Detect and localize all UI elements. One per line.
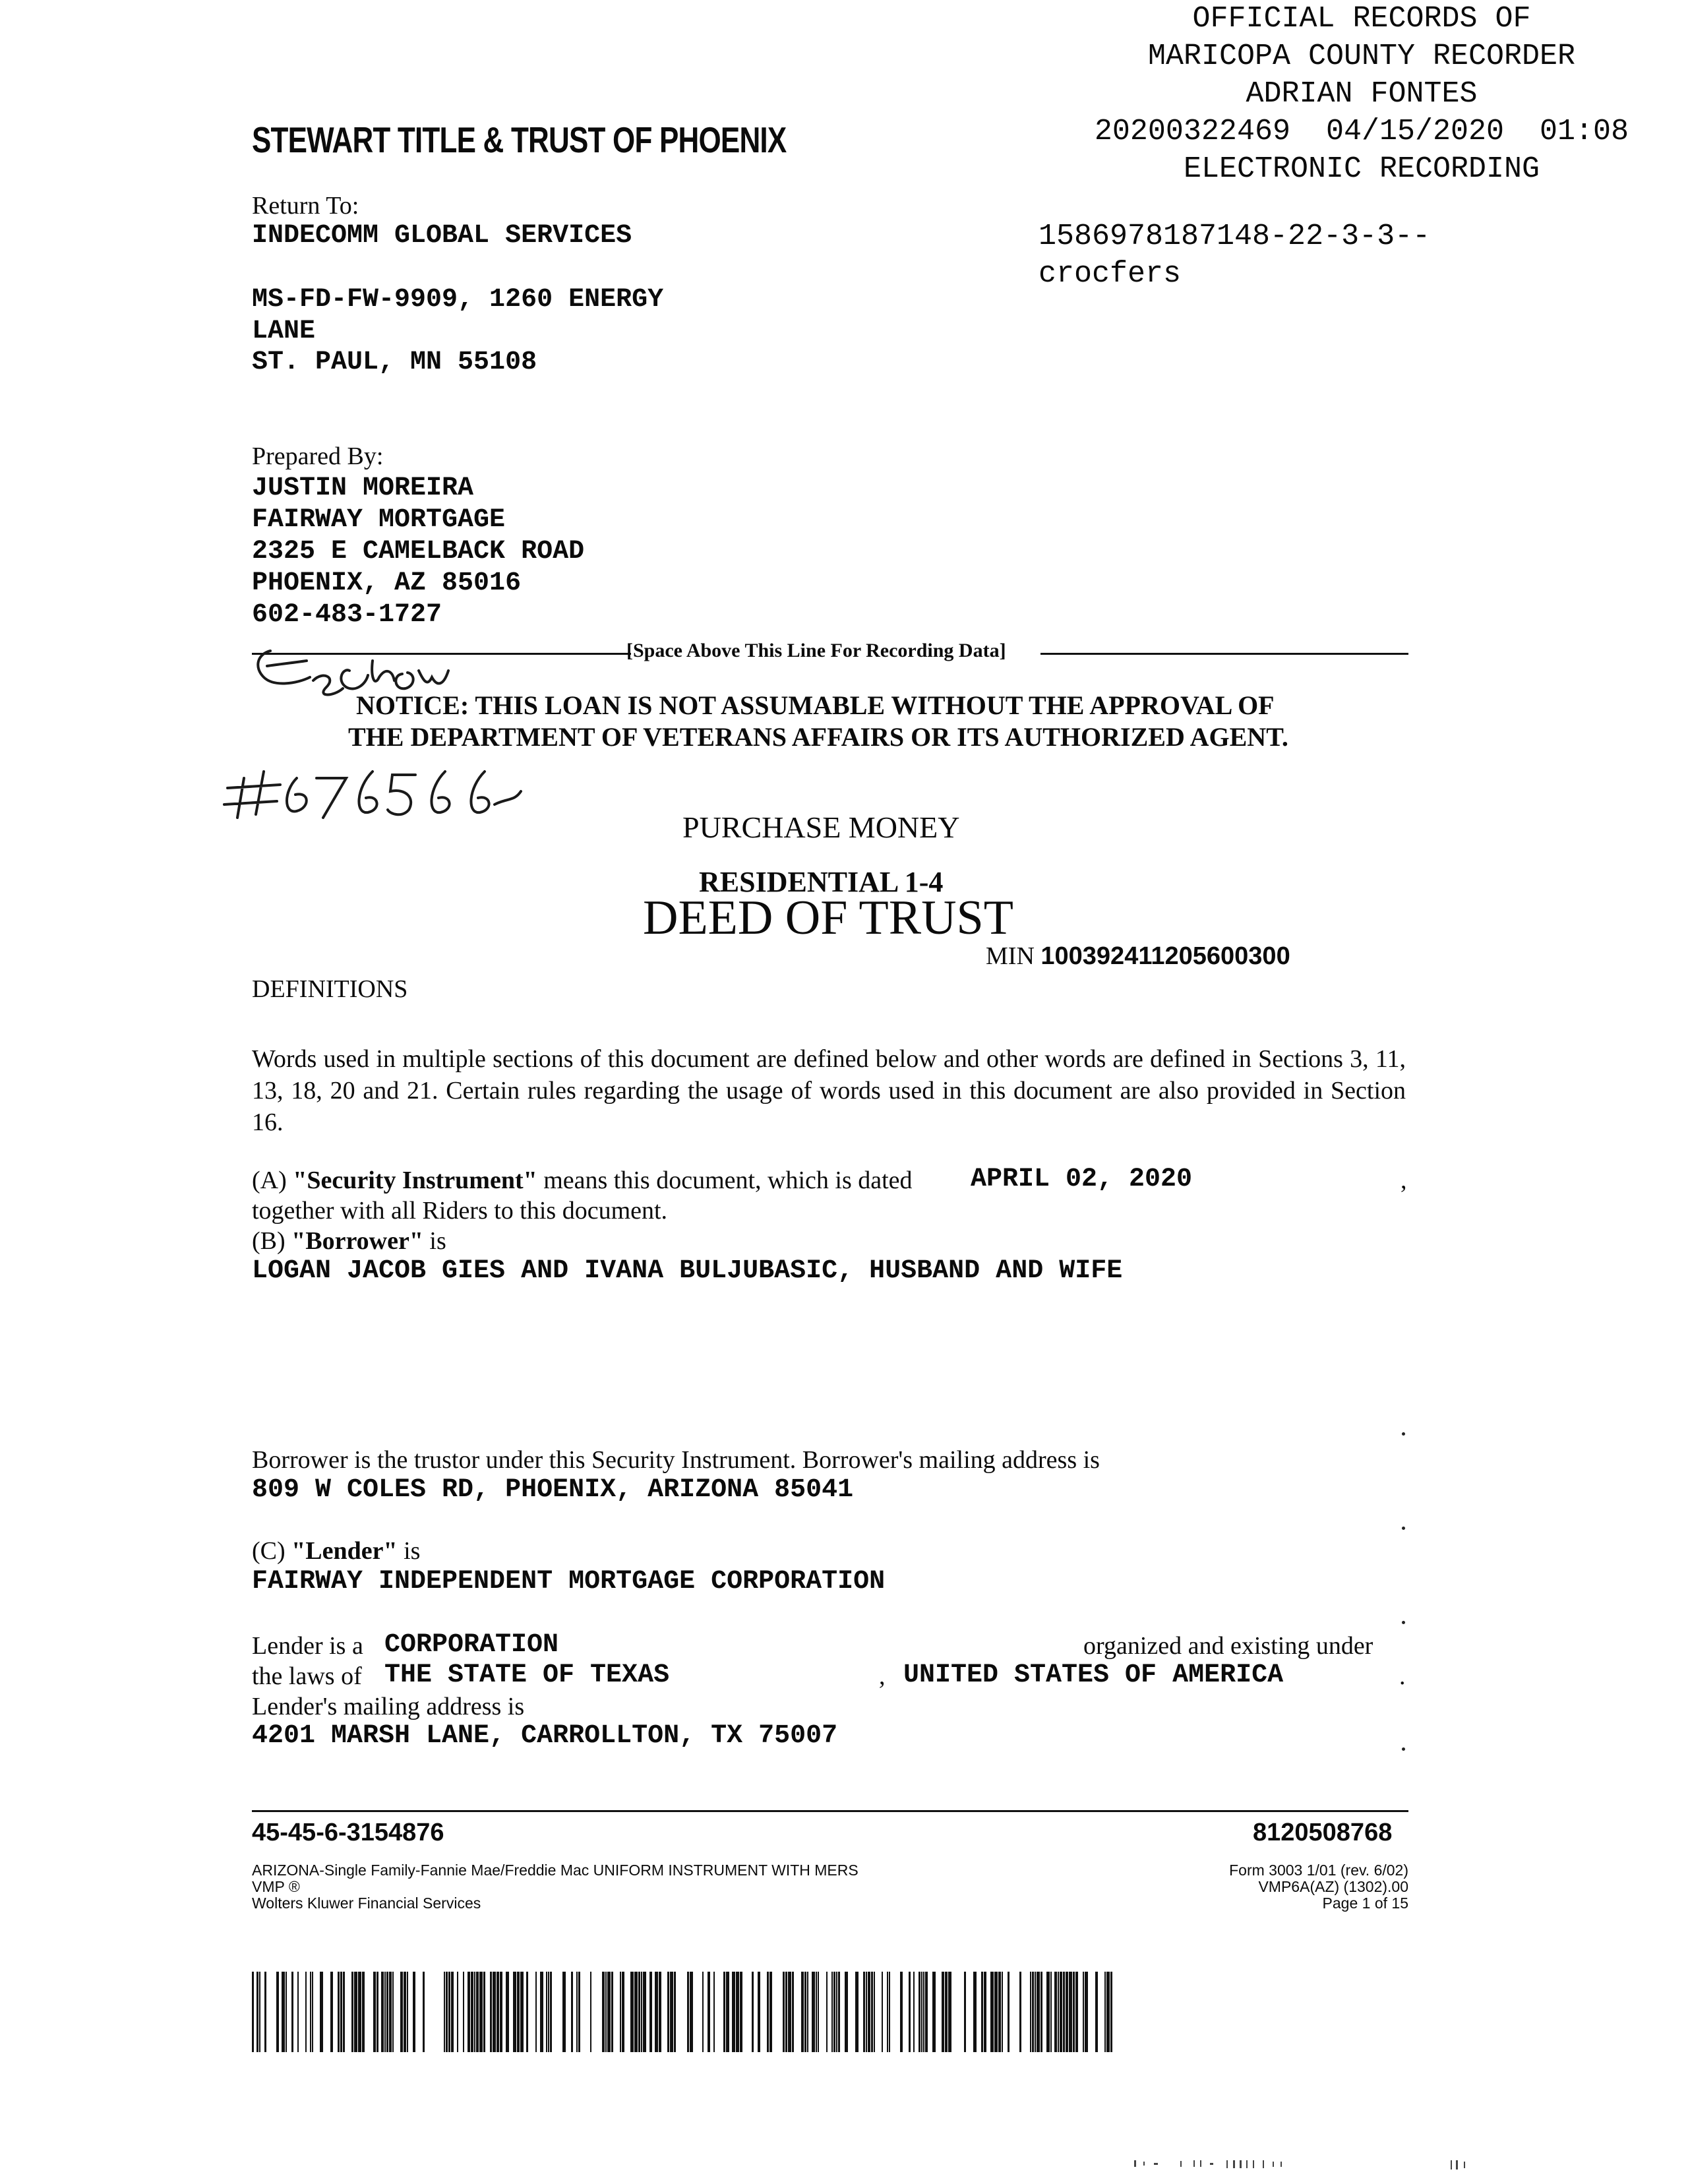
- barcode-bar: [448, 1972, 450, 2052]
- barcode-bar: [310, 1972, 311, 2052]
- barcode-bar: [377, 1972, 378, 2052]
- barcode-bar: [752, 1972, 754, 2052]
- barcode-bar: [607, 1972, 611, 2052]
- barcode-bar: [740, 1972, 742, 2052]
- barcode-bar: [785, 1972, 787, 2052]
- barcode-bar: [838, 1972, 840, 2052]
- lender-state: THE STATE OF TEXAS: [384, 1660, 670, 1690]
- footer-form-line-2: VMP ®: [252, 1878, 300, 1895]
- barcode-bar: [1110, 1972, 1112, 2052]
- barcode-bar: [769, 1972, 772, 2052]
- barcode-bar: [526, 1972, 528, 2052]
- barcode-bar: [381, 1972, 384, 2052]
- barcode-bar: [354, 1972, 357, 2052]
- barcode-bar: [479, 1972, 483, 2052]
- barcode-bar: [812, 1972, 815, 2052]
- barcode-bar: [919, 1972, 920, 2052]
- prepared-by-line-5: 602-483-1727: [252, 600, 442, 630]
- recording-line-right: [1040, 653, 1408, 655]
- barcode-bar: [490, 1972, 492, 2052]
- barcode-bar: [855, 1972, 859, 2052]
- barcode-bar: [767, 1972, 769, 2052]
- footer-form-description: [252, 1862, 859, 1912]
- definition-b-term: "Borrower": [291, 1227, 423, 1255]
- barcode-bar: [392, 1972, 394, 2052]
- barcode-bar: [826, 1972, 828, 2052]
- scan-dot: [1402, 1747, 1405, 1751]
- security-instrument-date: APRIL 02, 2020: [971, 1165, 1193, 1194]
- return-to-line-4: ST. PAUL, MN 55108: [252, 348, 537, 377]
- definition-a-text: means this document, which is dated: [537, 1167, 913, 1194]
- barcode-bar: [641, 1972, 642, 2052]
- barcode-bar: [882, 1972, 883, 2052]
- footer-form-line-1: ARIZONA-Single Family-Fannie Mae/Freddie Mac UNIFORM INSTRUMENT WITH MERS: [252, 1862, 859, 1879]
- barcode-bar: [404, 1972, 406, 2052]
- barcode-bar: [413, 1972, 415, 2052]
- barcode-bar: [423, 1972, 425, 2052]
- barcode-bar: [1046, 1972, 1050, 2052]
- barcode-bar: [517, 1972, 520, 2052]
- barcode-bar: [1032, 1972, 1034, 2052]
- scan-dot: [1402, 1432, 1405, 1436]
- barcode-bar: [620, 1972, 621, 2052]
- definition-c-is: is: [397, 1537, 421, 1565]
- lender-state-comma: ,: [879, 1662, 886, 1690]
- barcode-bar: [506, 1972, 509, 2052]
- barcode-bar: [1008, 1972, 1010, 2052]
- definition-c-term: "Lender": [291, 1537, 398, 1565]
- barcode-bar: [1066, 1972, 1068, 2052]
- barcode-bar: [343, 1972, 345, 2052]
- barcode-bar: [1054, 1972, 1057, 2052]
- barcode-bar: [540, 1972, 543, 2052]
- barcode-bar: [373, 1972, 376, 2052]
- barcode-bar: [801, 1972, 804, 2052]
- scan-artifact: [1134, 2155, 1490, 2171]
- barcode-bar: [622, 1972, 624, 2052]
- barcode-bar: [655, 1972, 658, 2052]
- barcode-bar: [320, 1972, 323, 2052]
- barcode-bar: [948, 1972, 951, 2052]
- barcode-bar: [690, 1972, 693, 2052]
- barcode-bar: [500, 1972, 502, 2052]
- barcode-bar: [889, 1972, 890, 2052]
- barcode-bar: [900, 1972, 903, 2052]
- barcode-bar: [818, 1972, 819, 2052]
- borrower-mailing-address: 809 W COLES RD, PHOENIX, ARIZONA 85041: [252, 1475, 854, 1505]
- barcode-bar: [816, 1972, 817, 2052]
- barcode-bar: [1083, 1972, 1084, 2052]
- barcode-bar: [1040, 1972, 1042, 2052]
- recorder-ref-2: crocfers: [1039, 257, 1182, 291]
- title-deed-of-trust: DEED OF TRUST: [643, 891, 1013, 945]
- barcode-bar: [340, 1972, 342, 2052]
- barcode-bar: [351, 1972, 353, 2052]
- recorder-stamp: [1035, 0, 1688, 188]
- definition-c-label: (C): [252, 1537, 292, 1565]
- barcode-bar: [1106, 1972, 1110, 2052]
- barcode-bar: [497, 1972, 499, 2052]
- barcode-bar: [1104, 1972, 1106, 2052]
- barcode-bar: [550, 1972, 552, 2052]
- barcode-bar: [386, 1972, 388, 2052]
- record-number: 20200322469: [1094, 115, 1290, 148]
- barcode-bar: [330, 1972, 333, 2052]
- barcode-bar: [291, 1972, 293, 2052]
- barcode-bar: [909, 1972, 911, 2052]
- barcode-bar: [1063, 1972, 1065, 2052]
- barcode-bar: [732, 1972, 735, 2052]
- definition-a: [252, 1166, 913, 1195]
- barcode-bar: [389, 1972, 392, 2052]
- document-barcode: [252, 1972, 1117, 2052]
- min-number: [986, 942, 1290, 971]
- barcode-bar: [868, 1972, 870, 2052]
- barcode-bar: [925, 1972, 928, 2052]
- recorder-ref-1: 1586978187148-22-3-3--: [1039, 220, 1431, 253]
- definition-a-text-2: together with all Riders to this document.: [252, 1197, 668, 1225]
- barcode-bar: [1030, 1972, 1031, 2052]
- return-to-line-3: LANE: [252, 317, 316, 346]
- barcode-bar: [362, 1972, 365, 2052]
- definition-b: [252, 1227, 446, 1256]
- barcode-bar: [590, 1972, 591, 2052]
- barcode-bar: [276, 1972, 279, 2052]
- barcode-bar: [713, 1972, 715, 2052]
- barcode-bar: [638, 1972, 640, 2052]
- barcode-bar: [282, 1972, 285, 2052]
- title-residential: RESIDENTIAL 1-4: [699, 866, 944, 898]
- definition-b-label: (B): [252, 1227, 292, 1255]
- barcode-bar: [400, 1972, 403, 2052]
- barcode-bar: [736, 1972, 739, 2052]
- barcode-bar: [804, 1972, 806, 2052]
- barcode-bar: [444, 1972, 445, 2052]
- lender-name: FAIRWAY INDEPENDENT MORTGAGE CORPORATION: [252, 1567, 886, 1596]
- barcode-bar: [611, 1972, 613, 2052]
- barcode-bar: [483, 1972, 485, 2052]
- lender-mailing-address: 4201 MARSH LANE, CARROLLTON, TX 75007: [252, 1721, 838, 1751]
- footer-form-id: [1121, 1862, 1408, 1912]
- borrower-names: LOGAN JACOB GIES AND IVANA BULJUBASIC, HUSBAND AND WIFE: [252, 1256, 1123, 1286]
- barcode-bar: [866, 1972, 867, 2052]
- barcode-bar: [687, 1972, 689, 2052]
- barcode-bar: [921, 1972, 922, 2052]
- barcode-bar: [546, 1972, 547, 2052]
- barcode-bar: [252, 1972, 254, 2052]
- prepared-by-label: Prepared By:: [252, 442, 384, 470]
- lender-country-period: .: [1399, 1662, 1406, 1690]
- barcode-bar: [493, 1972, 496, 2052]
- prepared-by-line-3: 2325 E CAMELBACK ROAD: [252, 537, 585, 566]
- recorder-line-3: ADRIAN FONTES: [1246, 77, 1478, 111]
- barcode-bar: [667, 1972, 669, 2052]
- barcode-bar: [446, 1972, 448, 2052]
- definitions-heading: DEFINITIONS: [252, 975, 408, 1003]
- barcode-bar: [836, 1972, 837, 2052]
- definition-a-comma: ,: [1401, 1167, 1407, 1194]
- barcode-bar: [1035, 1972, 1036, 2052]
- recorder-line-1: OFFICIAL RECORDS OF: [1192, 2, 1531, 36]
- recorder-line-4: [1035, 113, 1688, 150]
- laws-of-text: the laws of: [252, 1662, 362, 1690]
- record-date: 04/15/2020: [1325, 115, 1505, 148]
- barcode-bar: [1085, 1972, 1088, 2052]
- barcode-bar: [932, 1972, 936, 2052]
- recorder-line-5: ELECTRONIC RECORDING: [1183, 152, 1540, 186]
- barcode-bar: [831, 1972, 833, 2052]
- barcode-bar: [338, 1972, 340, 2052]
- barcode-bar: [297, 1972, 299, 2052]
- barcode-bar: [513, 1972, 516, 2052]
- notice-line-2: THE DEPARTMENT OF VETERANS AFFAIRS OR ITS AUTHORIZED AGENT.: [348, 722, 1288, 752]
- barcode-bar: [1075, 1972, 1078, 2052]
- barcode-bar: [990, 1972, 994, 2052]
- borrower-trustor-text: Borrower is the trustor under this Security Instrument. Borrower's mailing address is: [252, 1446, 1100, 1474]
- barcode-bar: [670, 1972, 673, 2052]
- record-time: 01:08: [1540, 115, 1629, 148]
- barcode-bar: [792, 1972, 794, 2052]
- organized-existing-text: organized and existing under: [1083, 1632, 1373, 1660]
- notice-line-1: NOTICE: THIS LOAN IS NOT ASSUMABLE WITHOUT THE APPROVAL OF: [356, 690, 1275, 720]
- barcode-bar: [467, 1972, 470, 2052]
- barcode-bar: [520, 1972, 524, 2052]
- barcode-bar: [833, 1972, 835, 2052]
- barcode-bar: [605, 1972, 607, 2052]
- barcode-bar: [702, 1972, 704, 2052]
- barcode-bar: [384, 1972, 386, 2052]
- barcode-bar: [981, 1972, 983, 2052]
- min-value: 100392411205600300: [1040, 942, 1290, 970]
- barcode-bar: [1069, 1972, 1072, 2052]
- barcode-bar: [535, 1972, 537, 2052]
- footer-left-number: 45-45-6-3154876: [252, 1819, 444, 1846]
- title-purchase-money: PURCHASE MONEY: [682, 810, 960, 844]
- barcode-bar: [998, 1972, 1001, 2052]
- barcode-bar: [548, 1972, 549, 2052]
- lender-entity-type: CORPORATION: [384, 1630, 559, 1660]
- barcode-bar: [1002, 1972, 1003, 2052]
- barcode-bar: [708, 1972, 710, 2052]
- barcode-bar: [630, 1972, 634, 2052]
- barcode-bar: [1060, 1972, 1062, 2052]
- barcode-bar: [576, 1972, 578, 2052]
- barcode-bar: [476, 1972, 479, 2052]
- barcode-bar: [887, 1972, 888, 2052]
- handwritten-file-number: [218, 752, 528, 831]
- barcode-bar: [634, 1972, 638, 2052]
- min-label: MIN: [986, 942, 1035, 970]
- barcode-bar: [874, 1972, 875, 2052]
- definition-a-term: "Security Instrument": [293, 1167, 537, 1194]
- footer-rule: [252, 1810, 1408, 1812]
- barcode-bar: [1073, 1972, 1075, 2052]
- barcode-bar: [942, 1972, 944, 2052]
- footer-form-id-2: VMP6A(AZ) (1302).00: [1258, 1878, 1408, 1895]
- prepared-by-line-2: FAIRWAY MORTGAGE: [252, 505, 506, 535]
- barcode-bar: [451, 1972, 454, 2052]
- footer-form-id-1: Form 3003 1/01 (rev. 6/02): [1229, 1862, 1408, 1879]
- barcode-bar: [471, 1972, 473, 2052]
- lender-mailing-text: Lender's mailing address is: [252, 1693, 525, 1720]
- return-to-line-1: INDECOMM GLOBAL SERVICES: [252, 221, 632, 251]
- barcode-bar: [457, 1972, 458, 2052]
- barcode-bar: [674, 1972, 676, 2052]
- barcode-bar: [845, 1972, 848, 2052]
- barcode-bar: [358, 1972, 361, 2052]
- barcode-bar: [407, 1972, 408, 2052]
- barcode-bar: [571, 1972, 573, 2052]
- definition-a-label: (A): [252, 1167, 293, 1194]
- barcode-bar: [913, 1972, 915, 2052]
- barcode-bar: [1058, 1972, 1059, 2052]
- barcode-bar: [783, 1972, 785, 2052]
- barcode-bar: [994, 1972, 998, 2052]
- barcode-bar: [643, 1972, 646, 2052]
- barcode-bar: [1037, 1972, 1040, 2052]
- recorder-line-2: MARICOPA COUNTY RECORDER: [1147, 40, 1576, 73]
- barcode-bar: [807, 1972, 808, 2052]
- recording-line-label: [Space Above This Line For Recording Data]: [626, 640, 1006, 661]
- barcode-bar: [1050, 1972, 1052, 2052]
- barcode-bar: [578, 1972, 580, 2052]
- footer-right-number: 8120508768: [1253, 1819, 1393, 1846]
- return-to-label: Return To:: [252, 192, 359, 220]
- definition-c: [252, 1536, 420, 1565]
- barcode-bar: [723, 1972, 725, 2052]
- barcode-bar: [973, 1972, 977, 2052]
- definition-b-is: is: [423, 1227, 446, 1255]
- prepared-by-line-1: JUSTIN MOREIRA: [252, 473, 474, 503]
- scan-dot: [1402, 1621, 1405, 1624]
- barcode-bar: [562, 1972, 566, 2052]
- scan-dot: [1402, 1527, 1405, 1530]
- barcode-bar: [649, 1972, 652, 2052]
- barcode-bar: [286, 1972, 287, 2052]
- title-company-name: STEWART TITLE & TRUST OF PHOENIX: [252, 119, 787, 160]
- barcode-bar: [758, 1972, 760, 2052]
- barcode-bar: [1019, 1972, 1021, 2052]
- footer-page-number: Page 1 of 15: [1322, 1895, 1408, 1912]
- barcode-bar: [463, 1972, 464, 2052]
- barcode-bar: [964, 1972, 966, 2052]
- barcode-bar: [871, 1972, 873, 2052]
- barcode-bar: [984, 1972, 986, 2052]
- barcode-bar: [264, 1972, 266, 2052]
- barcode-bar: [726, 1972, 729, 2052]
- barcode-bar: [259, 1972, 260, 2052]
- barcode-bar: [305, 1972, 307, 2052]
- barcode-bar: [602, 1972, 605, 2052]
- recorder-reference: [1039, 218, 1430, 293]
- barcode-bar: [945, 1972, 948, 2052]
- footer-form-line-3: Wolters Kluwer Financial Services: [252, 1895, 481, 1912]
- barcode-bar: [1095, 1972, 1098, 2052]
- barcode-bar: [474, 1972, 475, 2052]
- prepared-by-line-4: PHOENIX, AZ 85016: [252, 568, 522, 598]
- barcode-bar: [788, 1972, 791, 2052]
- return-to-line-2: MS-FD-FW-9909, 1260 ENERGY: [252, 285, 664, 315]
- barcode-bar: [312, 1972, 313, 2052]
- barcode-bar: [863, 1972, 865, 2052]
- barcode-bar: [923, 1972, 924, 2052]
- lender-is-a: Lender is a: [252, 1632, 363, 1660]
- barcode-bar: [256, 1972, 258, 2052]
- lender-country: UNITED STATES OF AMERICA: [903, 1660, 1284, 1690]
- definitions-intro: Words used in multiple sections of this document are defined below and other words are defined in Sections 3, 11, 13, 18, 20 and 21. Certain rules regarding the usage of words used in this document are also provided in Section 16.: [252, 1045, 1406, 1136]
- barcode-bar: [659, 1972, 661, 2052]
